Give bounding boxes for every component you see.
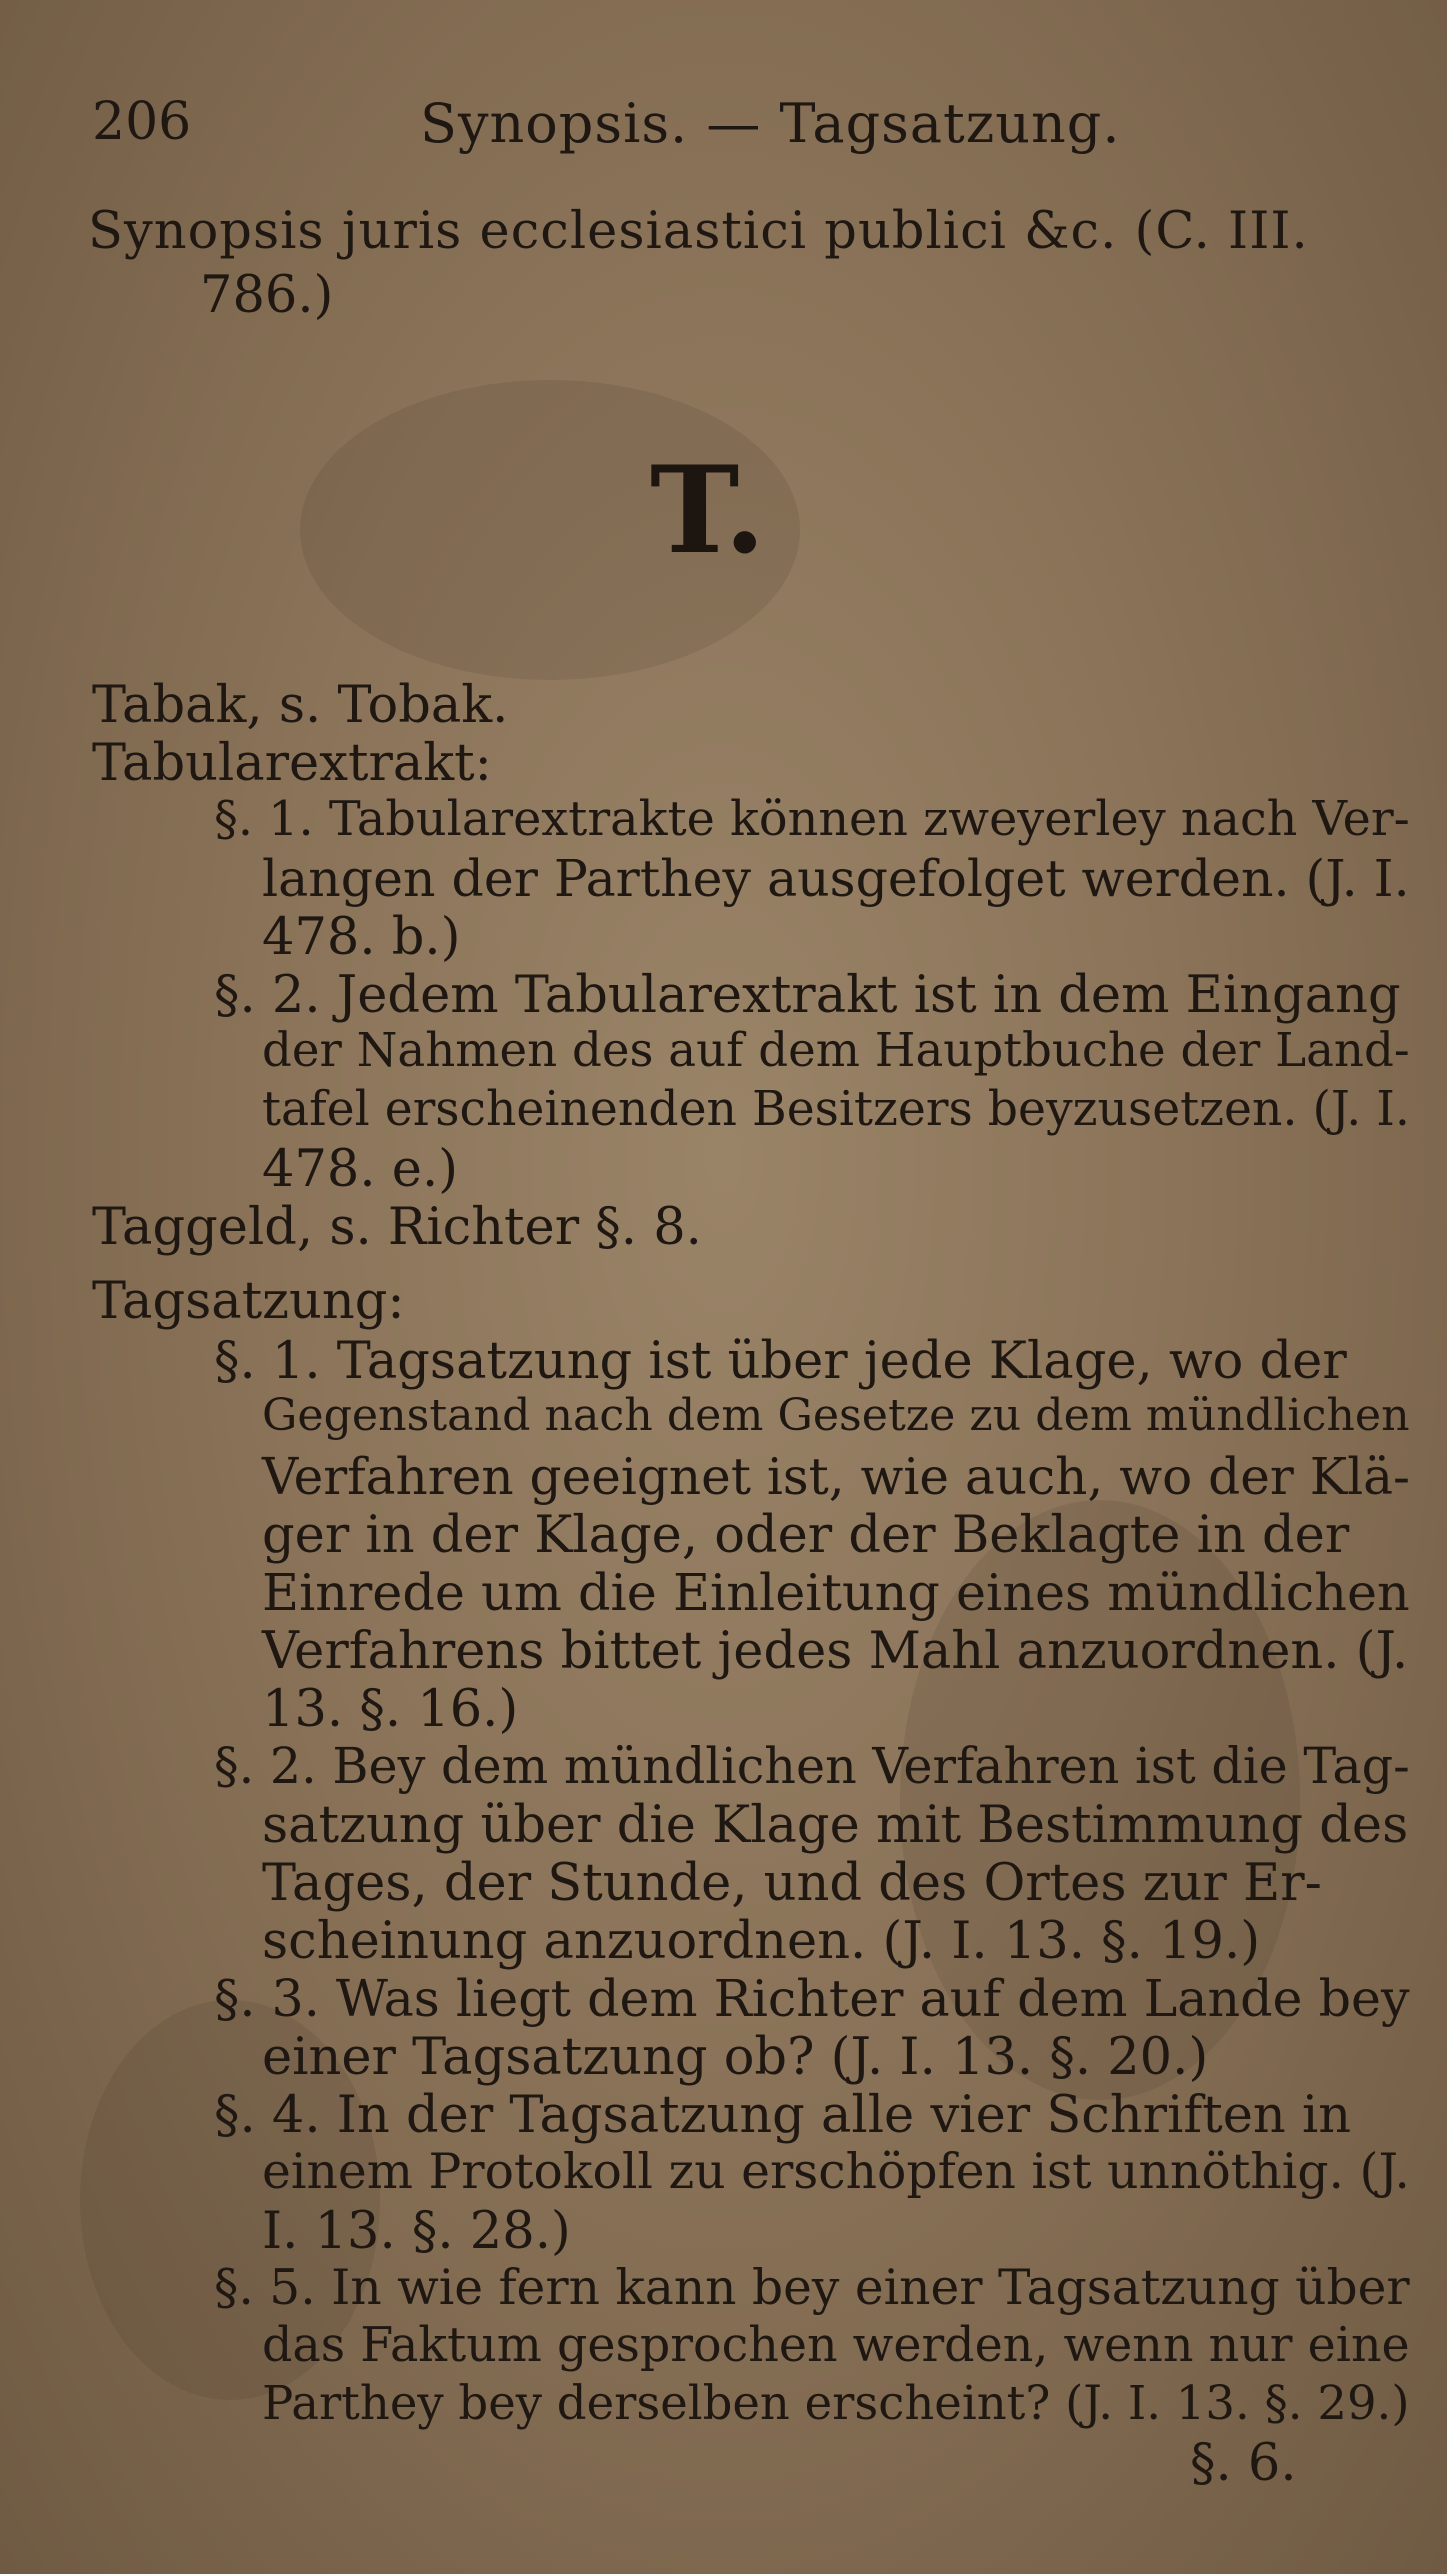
- text-line: §. 1. Tagsatzung ist über jede Klage, wo der: [214, 1332, 1347, 1391]
- catchword: §. 6.: [1190, 2434, 1297, 2493]
- text-line: einer Tagsatzung ob? (J. I. 13. §. 20.): [262, 2028, 1209, 2087]
- text-line: I. 13. §. 28.): [262, 2202, 571, 2261]
- text-line: ger in der Klage, oder der Beklagte in der: [262, 1506, 1350, 1565]
- text-line: §. 3. Was liegt dem Richter auf dem Lande bey: [214, 1969, 1410, 2028]
- page-number: 206: [92, 92, 192, 152]
- text-line: §. 2. Bey dem mündlichen Verfahren ist die Tag-: [214, 1737, 1410, 1795]
- text-line: 786.): [200, 266, 334, 325]
- text-line: tafel erscheinenden Besitzers beyzusetzen. (J. I.: [262, 1082, 1410, 1137]
- text-line: langen der Parthey ausgefolget werden. (J. I.: [262, 849, 1410, 908]
- text-line: §. 2. Jedem Tabularextrakt ist in dem Eingang: [214, 966, 1401, 1025]
- entry-heading: Tabak, s. Tobak.: [92, 676, 509, 735]
- text-line: Tages, der Stunde, und des Ortes zur Er-: [262, 1854, 1322, 1913]
- text-line: 478. e.): [262, 1140, 459, 1199]
- entry-heading: Taggeld, s. Richter §. 8.: [92, 1198, 702, 1257]
- text-line: der Nahmen des auf dem Hauptbuche der Land-: [262, 1024, 1410, 1078]
- text-line: Verfahren geeignet ist, wie auch, wo der Klä-: [262, 1448, 1410, 1506]
- text-line: einem Protokoll zu erschöpfen ist unnöthig. (J.: [262, 2143, 1410, 2200]
- text-line: §. 4. In der Tagsatzung alle vier Schriften in: [214, 2086, 1352, 2145]
- text-line: 13. §. 16.): [262, 1680, 519, 1739]
- text-line: das Faktum gesprochen werden, wenn nur eine: [262, 2318, 1410, 2373]
- section-letter: T.: [650, 440, 766, 581]
- text-line: satzung über die Klage mit Bestimmung des: [262, 1796, 1409, 1855]
- running-title: Synopsis. — Tagsatzung.: [420, 92, 1121, 155]
- text-line: §. 1. Tabularextrakte können zweyerley nach Ver-: [214, 792, 1410, 847]
- text-line: Verfahrens bittet jedes Mahl anzuordnen. (J.: [262, 1622, 1409, 1681]
- text-line: scheinung anzuordnen. (J. I. 13. §. 19.): [262, 1912, 1261, 1971]
- text-line: 478. b.): [262, 908, 461, 967]
- text-line: Synopsis juris ecclesiastici publici &c. (C. III.: [88, 202, 1309, 261]
- text-line: Parthey bey derselben erscheint? (J. I. 13. §. 29.): [262, 2376, 1410, 2430]
- entry-heading: Tabularextrakt:: [92, 734, 492, 793]
- text-line: Gegenstand nach dem Gesetze zu dem mündlichen: [262, 1390, 1410, 1441]
- text-line: Einrede um die Einleitung eines mündlichen: [262, 1563, 1410, 1622]
- text-line: §. 5. In wie fern kann bey einer Tagsatzung über: [214, 2260, 1410, 2316]
- entry-heading: Tagsatzung:: [92, 1272, 405, 1331]
